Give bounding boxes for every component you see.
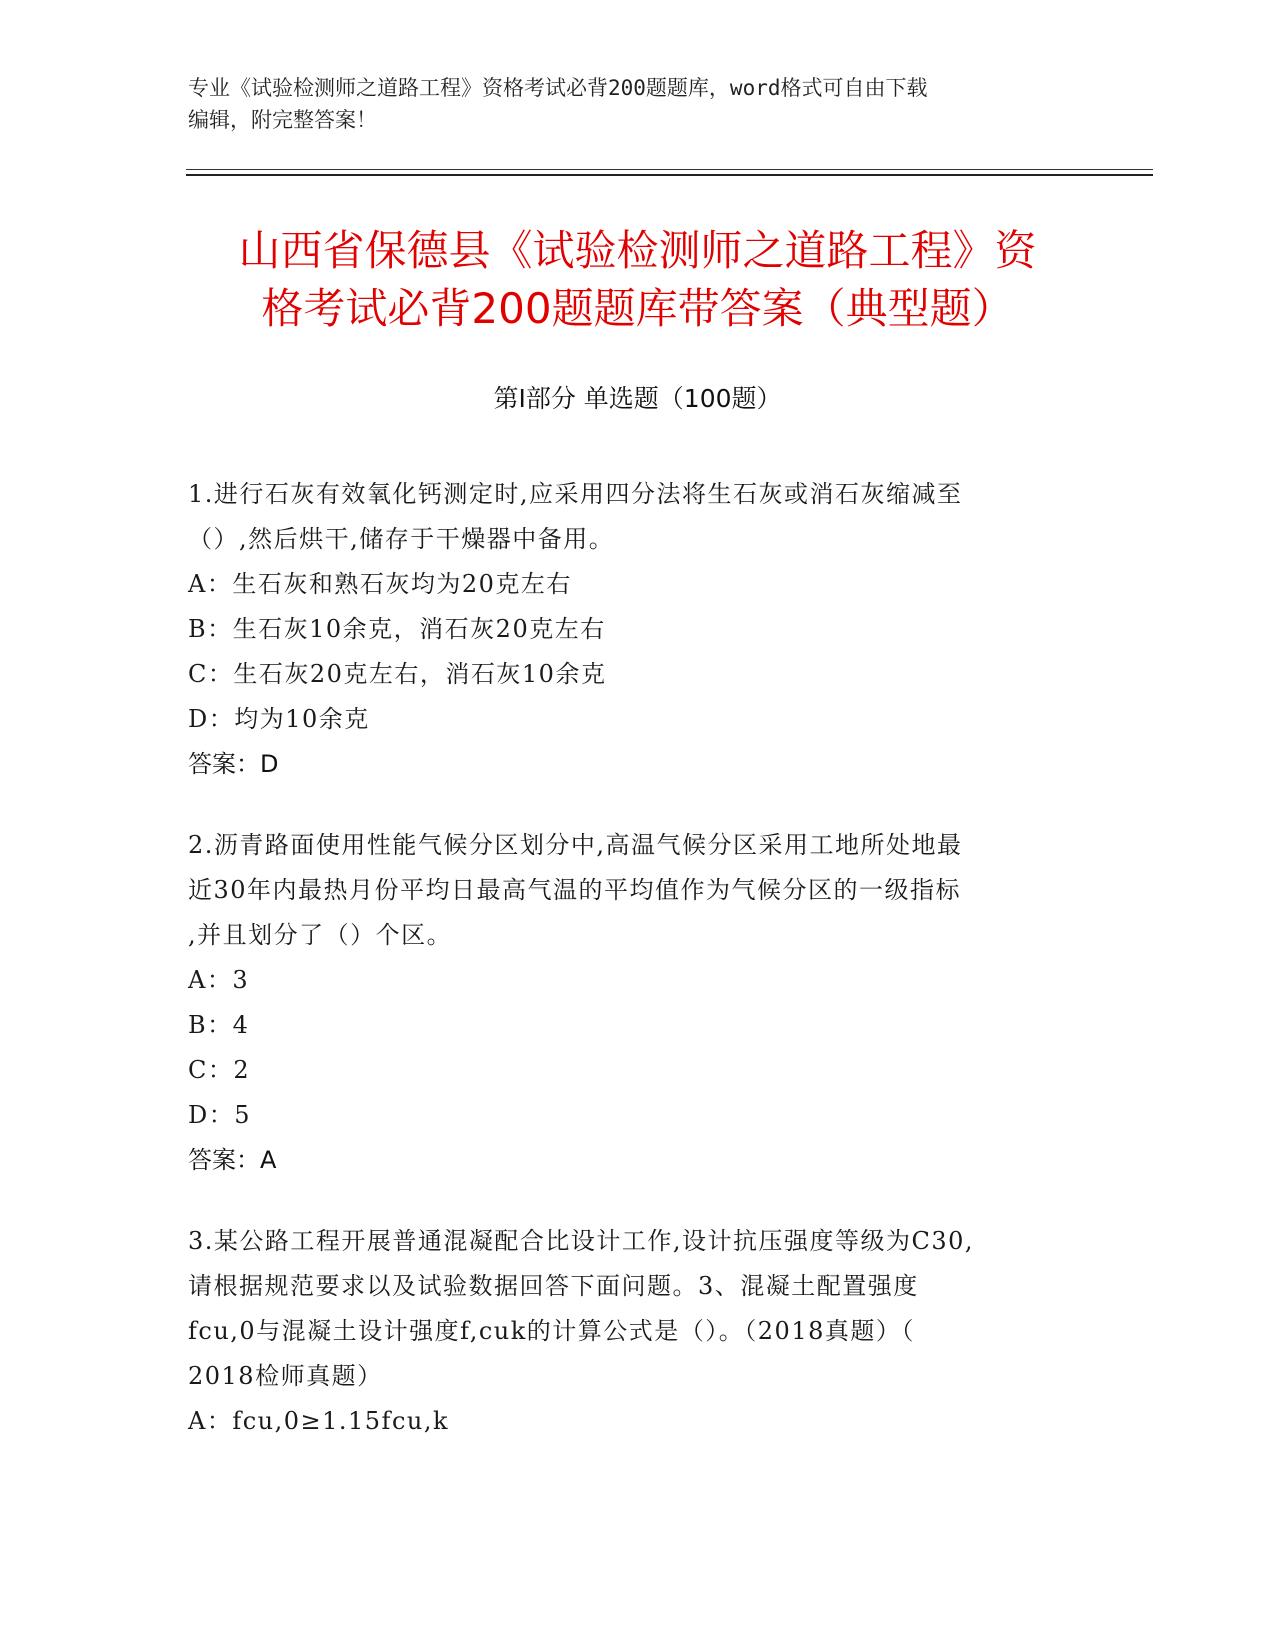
question-item xyxy=(188,472,1078,787)
document-title-line: 格考试必背200题题库带答案（典型题） xyxy=(261,284,1014,333)
question-option-a: A：生石灰和熟石灰均为20克左右 xyxy=(188,570,572,598)
question-option-c: C：生石灰20克左右，消石灰10余克 xyxy=(188,660,607,688)
question-option-d: D：均为10余克 xyxy=(188,705,370,733)
question-answer: 答案：D xyxy=(188,750,279,778)
question-option-b: B：生石灰10余克，消石灰20克左右 xyxy=(188,615,606,643)
question-stem-line: 3.某公路工程开展普通混凝配合比设计工作,设计抗压强度等级为C30, xyxy=(188,1227,975,1255)
question-list xyxy=(188,472,1078,1480)
question-stem-line: （）,然后烘干,储存于干燥器中备用。 xyxy=(188,525,615,553)
section-title: 第Ⅰ部分 单选题（100题） xyxy=(493,384,782,413)
question-stem-line: 请根据规范要求以及试验数据回答下面问题。3、混凝土配置强度 xyxy=(188,1272,919,1300)
header-note xyxy=(188,72,1088,136)
document-title xyxy=(150,222,1125,338)
header-divider-thin xyxy=(186,169,1153,170)
question-stem-line: 1.进行石灰有效氧化钙测定时,应采用四分法将生石灰或消石灰缩减至 xyxy=(188,480,963,508)
question-option-b: B：4 xyxy=(188,1011,250,1039)
header-divider-thick xyxy=(186,174,1153,176)
question-stem-line: 近30年内最热月份平均日最高气温的平均值作为气候分区的一级指标 xyxy=(188,876,962,904)
document-title-line: 山西省保德县《试验检测师之道路工程》资 xyxy=(238,226,1037,275)
question-option-a: A：3 xyxy=(188,966,250,994)
question-option-c: C：2 xyxy=(188,1056,251,1084)
header-note-line: 专业《试验检测师之道路工程》资格考试必背200题题库，word格式可自由下载 xyxy=(188,76,928,100)
question-answer: 答案：A xyxy=(188,1146,277,1174)
question-option-a: A：fcu,0≥1.15fcu,k xyxy=(188,1407,450,1435)
question-stem-line: 2.沥青路面使用性能气候分区划分中,高温气候分区采用工地所处地最 xyxy=(188,831,963,859)
question-item xyxy=(188,823,1078,1183)
question-stem-line: 2018检师真题） xyxy=(188,1362,383,1390)
question-stem-line: ,并且划分了（）个区。 xyxy=(188,921,453,949)
question-option-d: D：5 xyxy=(188,1101,252,1129)
header-note-line: 编辑，附完整答案！ xyxy=(188,108,377,132)
question-stem-line: fcu,0与混凝土设计强度f,cuk的计算公式是（）。（2018真题）（ xyxy=(188,1317,915,1345)
question-item xyxy=(188,1219,1078,1444)
